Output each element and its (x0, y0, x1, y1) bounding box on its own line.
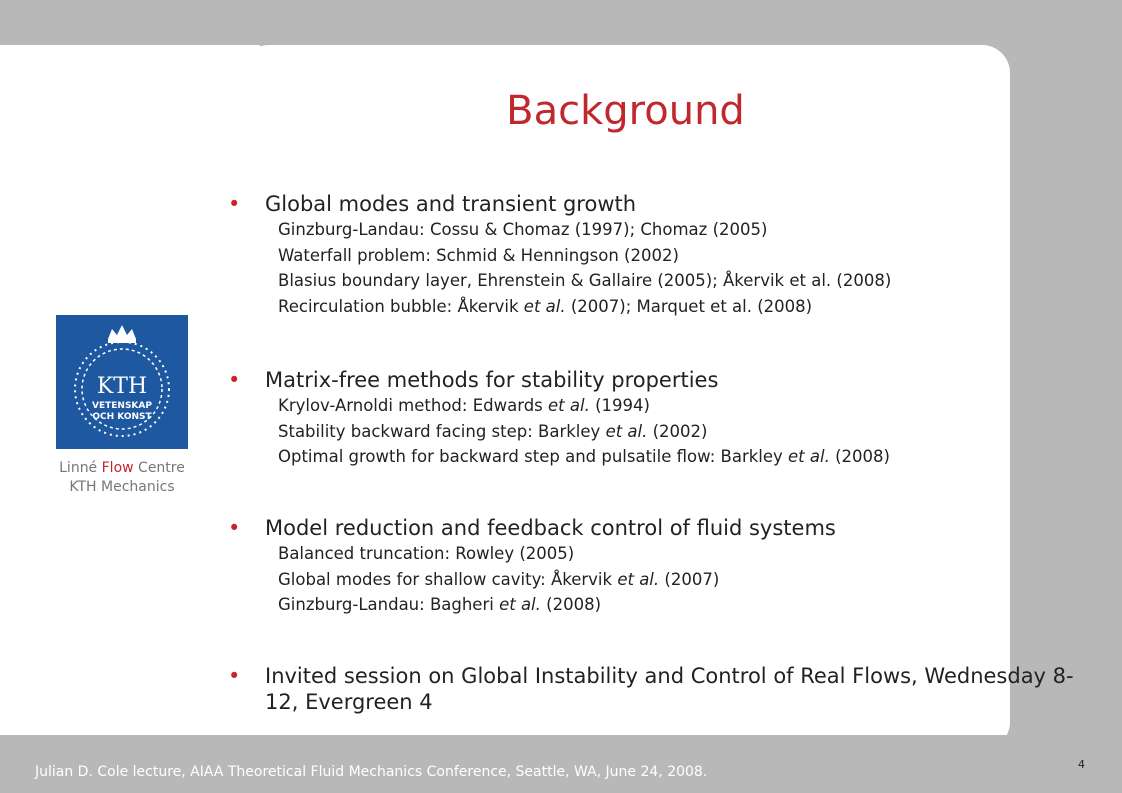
sub-item: Global modes for shallow cavity: Åkervik et al. (2007) (278, 569, 720, 589)
bullet-heading: • Global modes and transient growth (228, 192, 637, 216)
bullet-heading: • Matrix-free methods for stability properties (228, 368, 719, 392)
bullet-heading: • Model reduction and feedback control of fluid systems (228, 516, 836, 540)
sub-item: Ginzburg-Landau: Cossu & Chomaz (1997); Chomaz (2005) (278, 220, 768, 239)
bullet-dot-icon: • (228, 516, 241, 540)
bullet-block-3 (228, 515, 1098, 618)
page-number: 4 (1078, 758, 1085, 771)
bullet-dot-icon: • (228, 368, 241, 392)
sub-list-0 (228, 217, 1098, 319)
kth-logo (56, 315, 188, 449)
slide-title: Background (506, 88, 745, 134)
logo-text: KTH (96, 374, 148, 399)
sub-item: Recirculation bubble: Åkervik et al. (2007); Marquet et al. (2008) (278, 296, 813, 316)
centre-pre: Linné (59, 460, 102, 476)
bullet-block-4 (228, 663, 1098, 715)
bullet-dot-icon: • (228, 664, 241, 688)
bullet-block-2 (228, 367, 1098, 470)
sub-list-2 (228, 541, 1098, 618)
centre-label (40, 459, 204, 497)
logo-line2: OCH KONST (92, 412, 152, 422)
bullet-block-1 (228, 191, 1098, 319)
sub-list-1 (228, 393, 1098, 470)
sub-item: Blasius boundary layer, Ehrenstein & Gallaire (2005); Åkervik et al. (2008) (278, 271, 892, 290)
sub-item: Balanced truncation: Rowley (2005) (278, 544, 575, 563)
sub-item: Ginzburg-Landau: Bagheri et al. (2008) (278, 595, 602, 614)
centre-line2: KTH Mechanics (69, 479, 175, 495)
bullet-heading: • Invited session on Global Instability and Control of Real Flows, Wednesday 8-12, Evergreen 4 (228, 664, 1074, 714)
bullet-dot-icon: • (228, 192, 241, 216)
footer-text: Julian D. Cole lecture, AIAA Theoretical Fluid Mechanics Conference, Seattle, WA, June 24, 2008. (35, 764, 708, 780)
sub-item: Stability backward facing step: Barkley et al. (2002) (278, 421, 708, 441)
centre-post: Centre (133, 460, 185, 476)
centre-flow: Flow (101, 460, 134, 476)
sub-item: Waterfall problem: Schmid & Henningson (2002) (278, 245, 679, 265)
sub-item: Krylov-Arnoldi method: Edwards et al. (1994) (278, 396, 650, 415)
sub-item: Optimal growth for backward step and pulsatile flow: Barkley et al. (2008) (278, 447, 890, 466)
logo-line1: VETENSKAP (92, 401, 152, 411)
